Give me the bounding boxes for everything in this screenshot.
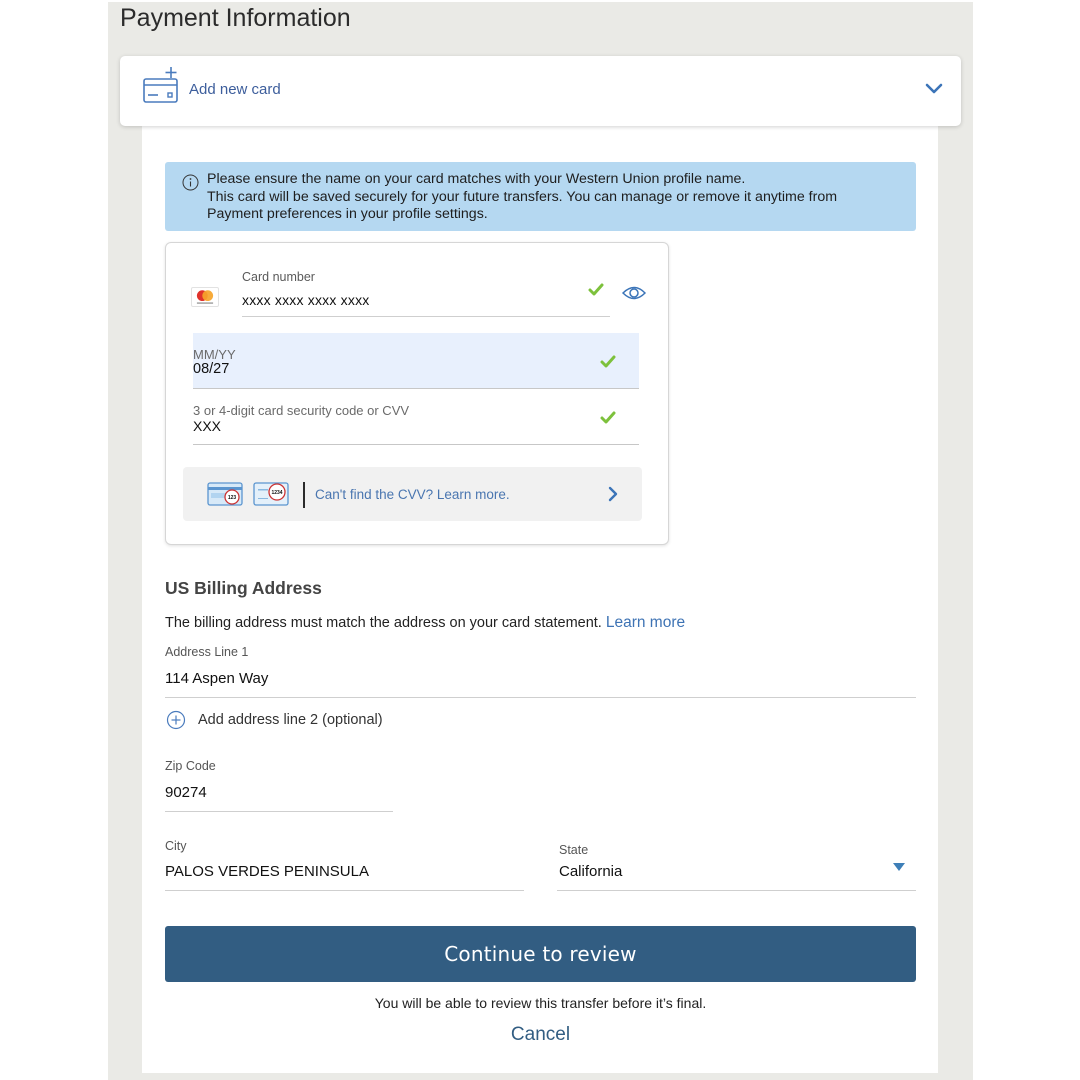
expiry-date-field[interactable]	[193, 333, 639, 389]
billing-description	[165, 614, 685, 632]
state-select[interactable]: California	[559, 863, 623, 880]
cvv-back-card-icon	[207, 482, 243, 506]
cvv-valid-check-icon	[600, 411, 616, 424]
cvv-input[interactable]: XXX	[193, 418, 222, 434]
svg-text:1234: 1234	[271, 490, 283, 496]
add-address-line2-button[interactable]	[166, 710, 383, 730]
state-label: State	[559, 843, 589, 857]
cvv-front-card-icon	[253, 482, 289, 506]
page-title: Payment Information	[120, 4, 351, 32]
svg-text:123: 123	[227, 495, 237, 501]
review-note: You will be able to review this transfer before it’s final.	[374, 995, 707, 1011]
card-number-label: Card number	[242, 270, 315, 284]
cvv-help-link[interactable]	[183, 467, 642, 521]
mastercard-logo-icon	[191, 287, 219, 307]
card-number-underline	[242, 316, 610, 317]
add-new-card-toggle[interactable]	[120, 56, 961, 126]
city-input[interactable]: PALOS VERDES PENINSULA	[165, 863, 369, 880]
billing-description-text: The billing address must match the address on your card statement.	[165, 615, 602, 631]
cvv-help-divider	[303, 482, 305, 508]
city-underline	[165, 890, 524, 891]
card-number-input[interactable]: xxxx xxxx xxxx xxxx	[242, 292, 370, 308]
info-line-3: Payment preferences in your profile settings.	[207, 206, 488, 222]
cvv-help-label: Can't find the CVV? Learn more.	[315, 487, 510, 502]
zip-code-label: Zip Code	[165, 759, 216, 773]
info-line-2: This card will be saved securely for your future transfers. You can manage or remove it anytime from	[207, 188, 838, 205]
show-card-number-eye-icon[interactable]	[622, 284, 646, 302]
expiry-input[interactable]: 08/27	[193, 361, 230, 377]
expiry-valid-check-icon	[600, 355, 616, 368]
cancel-link[interactable]: Cancel	[510, 1024, 571, 1045]
billing-section-title: US Billing Address	[165, 578, 322, 598]
zip-code-input[interactable]: 90274	[165, 784, 207, 801]
address-line1-underline	[165, 697, 916, 698]
zip-code-underline	[165, 811, 393, 812]
billing-learn-more-link[interactable]: Learn more	[605, 614, 686, 631]
address-line1-label: Address Line 1	[165, 645, 249, 659]
cvv-field[interactable]	[193, 395, 639, 445]
add-circle-icon	[166, 710, 186, 730]
add-card-icon	[143, 66, 179, 104]
card-details-form	[165, 242, 669, 545]
chevron-down-icon[interactable]	[925, 83, 943, 95]
dropdown-arrow-icon[interactable]	[893, 862, 905, 872]
info-banner	[165, 162, 916, 231]
continue-to-review-button[interactable]: Continue to review	[165, 926, 916, 982]
state-underline	[557, 890, 916, 891]
add-address-line2-label: Add address line 2 (optional)	[198, 712, 383, 728]
card-number-valid-check-icon	[588, 283, 604, 296]
address-line1-input[interactable]: 114 Aspen Way	[165, 670, 269, 687]
city-label: City	[165, 839, 187, 853]
add-new-card-label: Add new card	[189, 81, 281, 98]
info-icon	[182, 174, 199, 191]
cvv-label: 3 or 4-digit card security code or CVV	[193, 403, 410, 418]
info-line-1: Please ensure the name on your card matches with your Western Union profile name.	[207, 171, 746, 187]
chevron-right-icon	[607, 486, 619, 502]
expiry-label: MM/YY	[193, 347, 236, 362]
